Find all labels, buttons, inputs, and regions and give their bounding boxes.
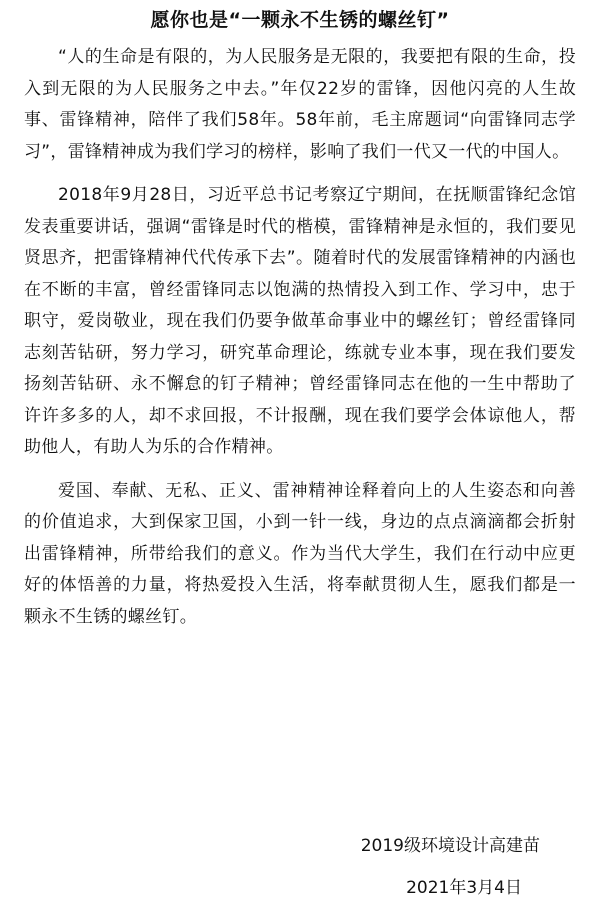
paragraph-1: “人的生命是有限的，为人民服务是无限的，我要把有限的生命，投入到无限的为人民服务之中去。”年仅22岁的雷锋，因他闪亮的人生故事、雷锋精神，陪伴了我们58年。58年前，毛主席题词“向雷锋同志学习”，雷锋精神成为我们学习的榜样，影响了我们一代又一代的中国人。	[24, 47, 576, 162]
paragraph-2: 2018年9月28日，习近平总书记考察辽宁期间，在抚顺雷锋纪念馆发表重要讲话，强调“雷锋是时代的楷模，雷锋精神是永恒的，我们要见贤思齐，把雷锋精神代代传承下去”。随着时代的发展雷锋精神的内涵也在不断的丰富，曾经雷锋同志以饱满的热情投入到工作、学习中，忠于职守，爱岗敬业，现在我们仍要争做革命事业中的螺丝钉；曾经雷锋同志刻苦钻研，努力学习，研究革命理论，练就专业本事，现在我们要发扬刻苦钻研、永不懈怠的钉子精神；曾经雷锋同志在他的一生中帮助了许许多多的人，却不求回报，不计报酬，现在我们要学会体谅他人，帮助他人，有助人为乐的合作精神。	[24, 185, 576, 457]
signature-date: 2021年3月4日	[406, 878, 522, 898]
document-title: 愿你也是“一颗永不生锈的螺丝钉”	[150, 9, 450, 31]
signature-author: 2019级环境设计高建苗	[360, 836, 540, 856]
paragraph-3: 爱国、奉献、无私、正义、雷神精神诠释着向上的人生姿态和向善的价值追求，大到保家卫国，小到一针一线，身边的点点滴滴都会折射出雷锋精神，所带给我们的意义。作为当代大学生，我们在行动中应更好的体悟善的力量，将热爱投入生活，将奉献贯彻人生，愿我们都是一颗永不生锈的螺丝钉。	[24, 480, 576, 627]
